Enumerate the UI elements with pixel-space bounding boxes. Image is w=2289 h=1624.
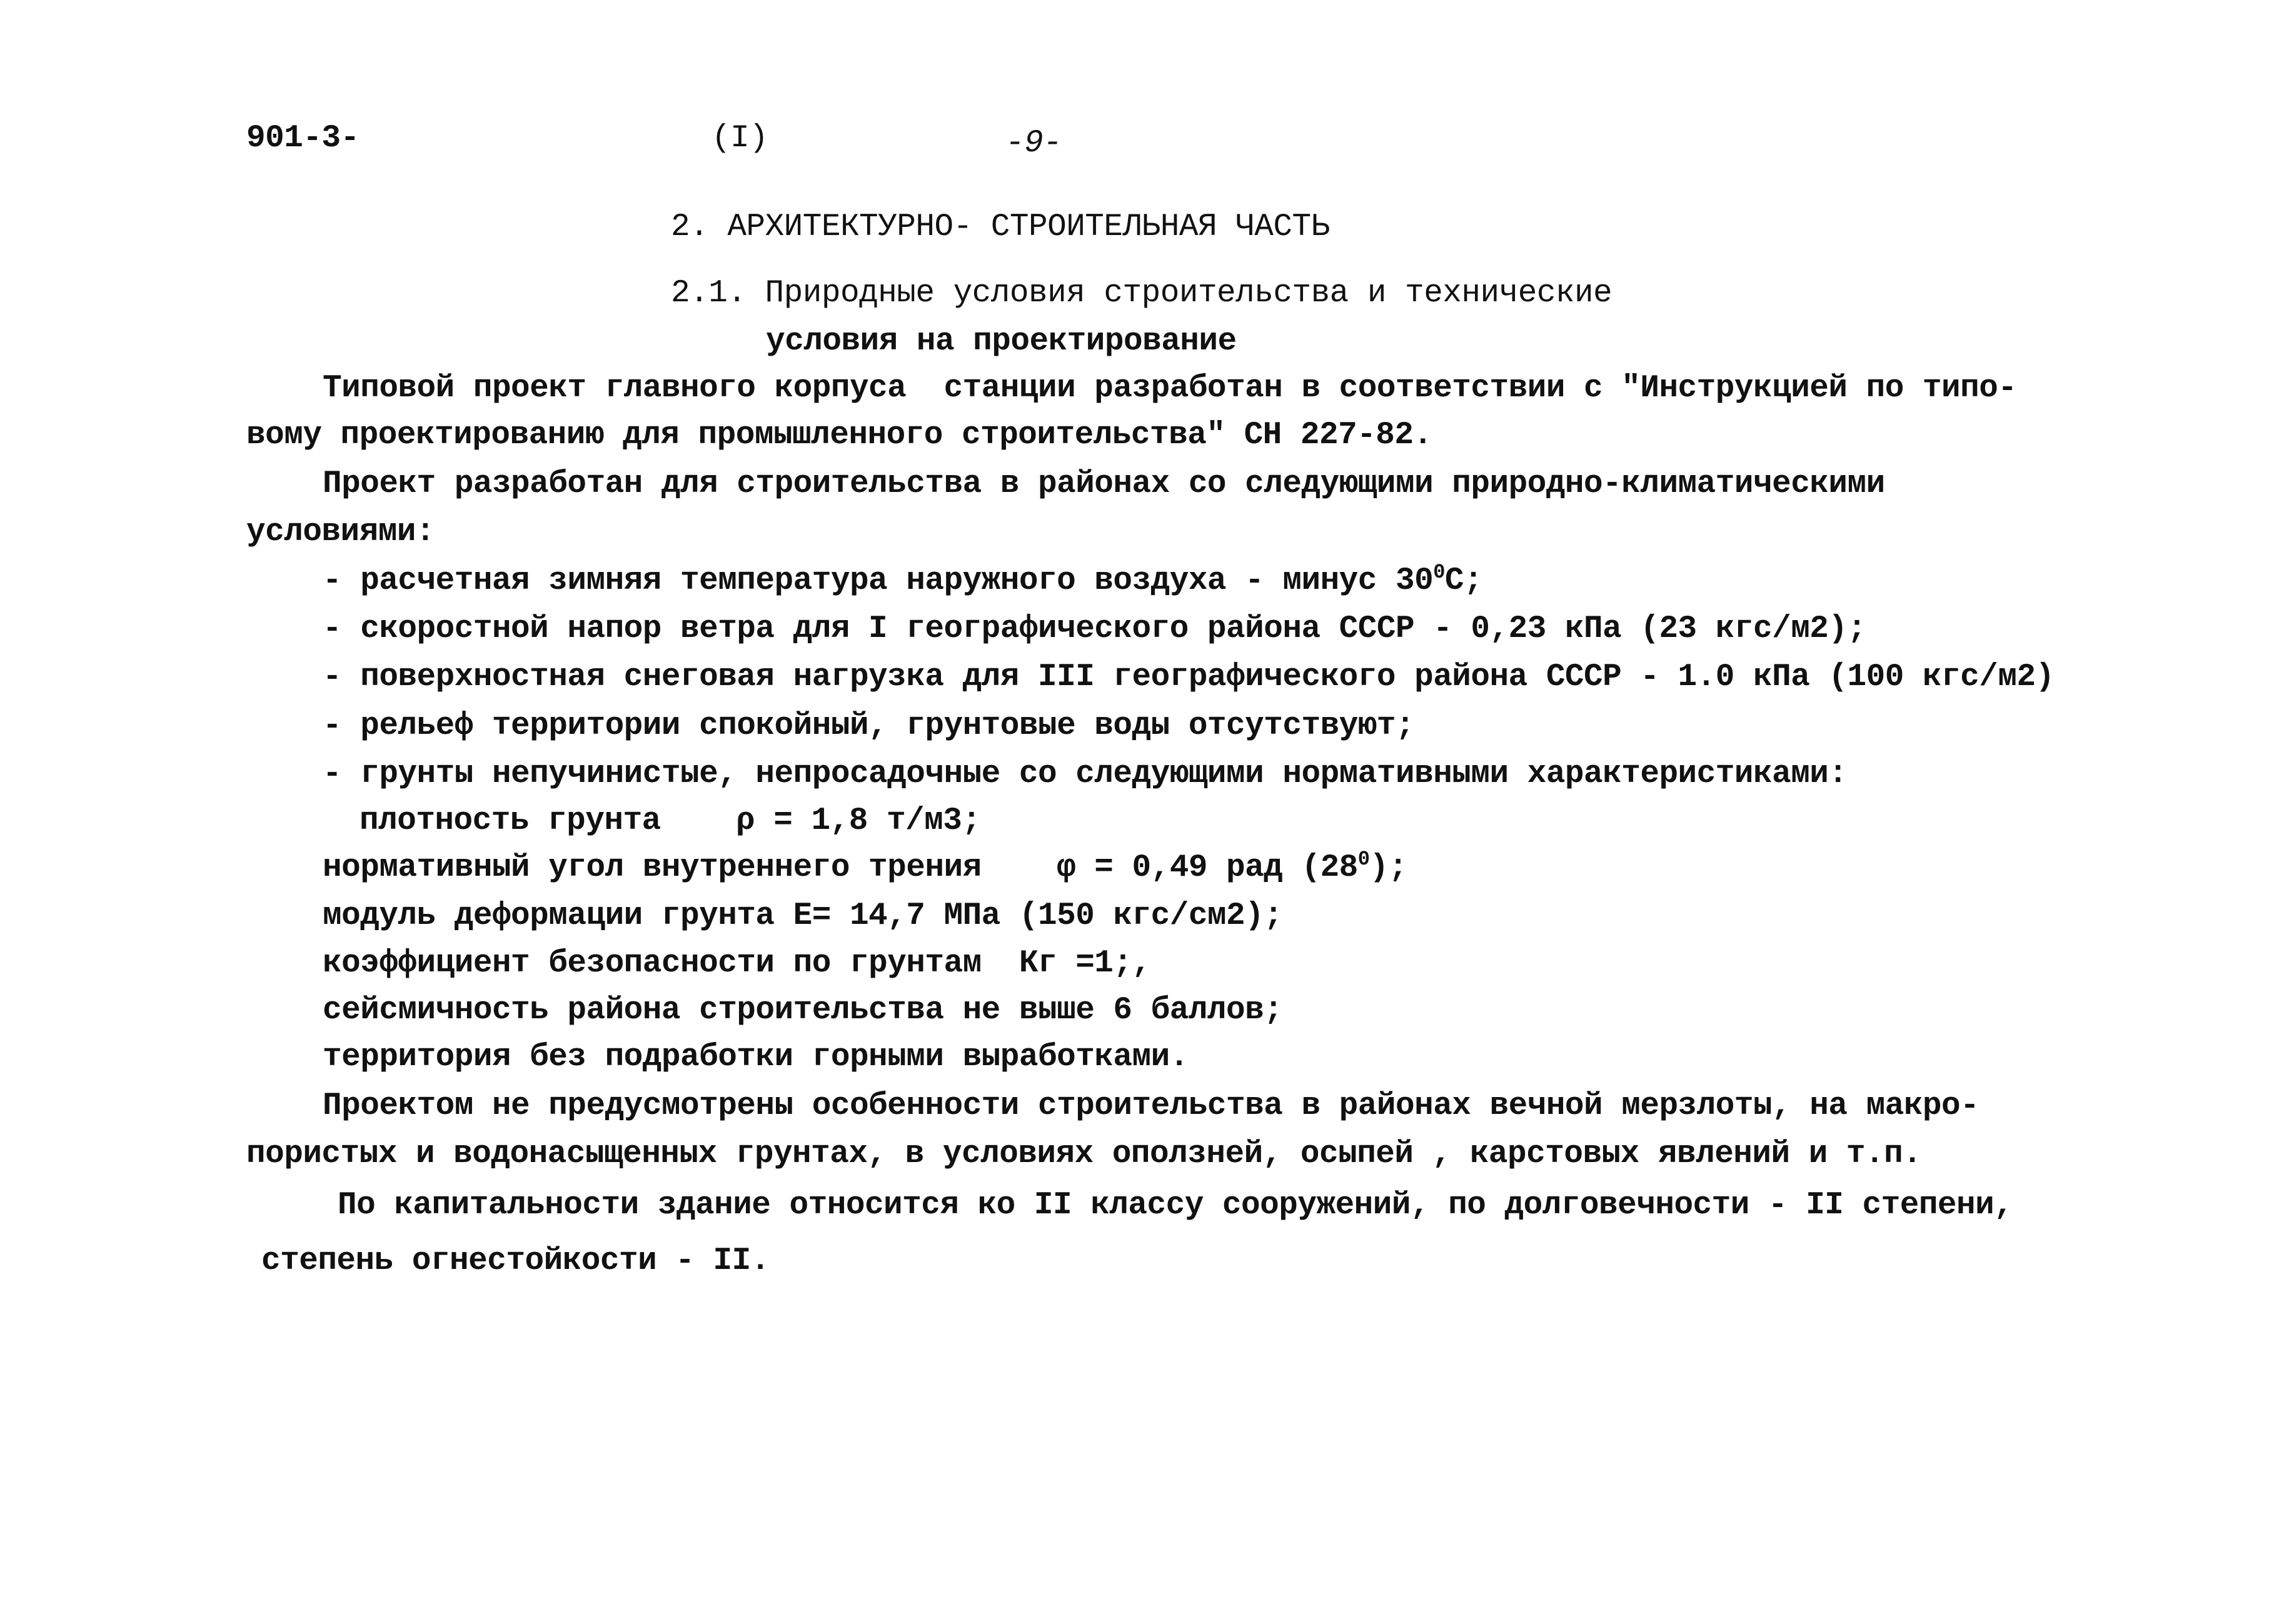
section-title: 2. АРХИТЕКТУРНО- СТРОИТЕЛЬНАЯ ЧАСТЬ	[671, 209, 1330, 245]
degree-mark: 0	[1433, 561, 1445, 584]
bullet-wind: - скоростной напор ветра для I географического района СССР - 0,23 кПа (23 кгс/м2);	[323, 611, 1866, 647]
bullet-temperature-unit: С;	[1444, 563, 1483, 599]
document-code: 901-3-	[246, 121, 360, 156]
paragraph-4-line-1: По капитальности здание относится ко II классу сооружений, по долговечности - II степени,	[338, 1188, 2013, 1223]
seismicity: сейсмичность района строительства не выше 6 баллов;	[323, 993, 1283, 1028]
subsection-title-line-1: 2.1. Природные условия строительства и технические	[671, 276, 1612, 311]
friction-angle-text: нормативный угол внутреннего трения φ = 0,49 рад (28	[323, 850, 1358, 886]
degree-mark: 0	[1357, 848, 1370, 871]
bullet-temperature	[323, 563, 1482, 600]
paragraph-2-line-2: условиями:	[246, 514, 435, 550]
bullet-snow: - поверхностная снеговая нагрузка для III географического района СССР - 1.0 кПа (100 кгс/м2)	[323, 659, 2055, 695]
paragraph-3-line-2: пористых и водонасыщенных грунтах, в условиях оползней, осыпей , карстовых явлений и т.п.	[246, 1136, 1922, 1172]
paragraph-1-line-2: вому проектированию для промышленного строительства" СН 227-82.	[246, 418, 1432, 453]
territory: территория без подработки горными выработками.	[323, 1040, 1189, 1075]
deformation-modulus: модуль деформации грунта Е= 14,7 МПа (150 кгс/см2);	[323, 898, 1283, 934]
soil-density: плотность грунта ρ = 1,8 т/м3;	[360, 803, 981, 839]
subsection-title-line-2: условия на проектирование	[766, 324, 1237, 359]
friction-angle	[323, 850, 1407, 887]
bullet-relief: - рельеф территории спокойный, грунтовые воды отсутствуют;	[323, 708, 1415, 744]
page-number: -9-	[1005, 126, 1062, 161]
paragraph-4-line-2: степень огнестойкости - II.	[261, 1243, 770, 1279]
friction-angle-tail: );	[1369, 850, 1407, 886]
bullet-temperature-text: - расчетная зимняя температура наружного воздуха - минус 30	[323, 563, 1434, 599]
paragraph-2-line-1: Проект разработан для строительства в районах со следующими природно-климатическими	[323, 466, 1885, 502]
volume-number: (I)	[712, 121, 768, 156]
bullet-soils: - грунты непучинистые, непросадочные со следующими нормативными характеристиками:	[323, 756, 1848, 792]
safety-coefficient: коэффициент безопасности по грунтам Кг =1;,	[323, 946, 1151, 981]
paragraph-1-line-1: Типовой проект главного корпуса станции разработан в соответствии с "Инструкцией по типо-	[323, 371, 2017, 406]
paragraph-3-line-1: Проектом не предусмотрены особенности строительства в районах вечной мерзлоты, на макро-	[323, 1088, 1980, 1124]
